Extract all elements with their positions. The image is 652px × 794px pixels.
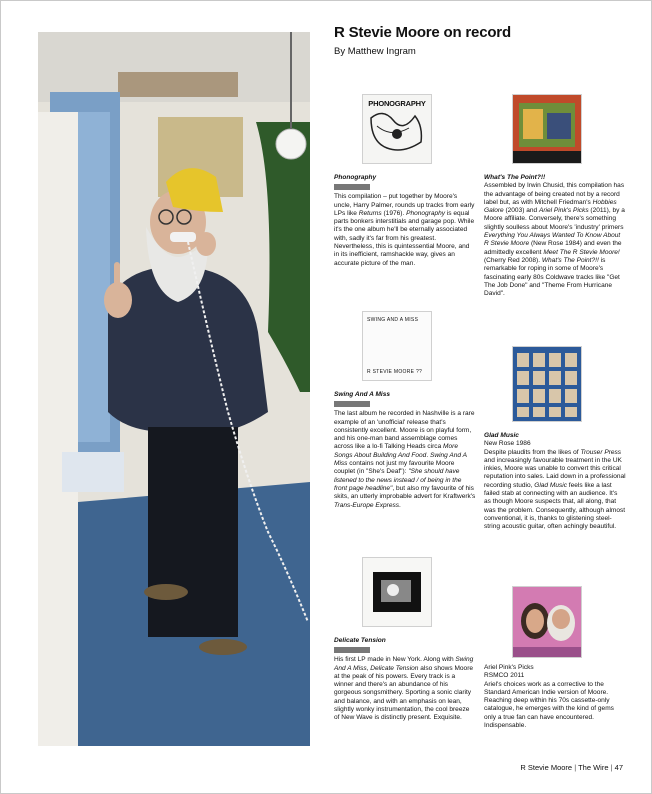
cover-whats-the-point-art [513, 95, 581, 163]
right-shoe [199, 639, 247, 655]
entry-body: Assembled by Irwin Chusid, this compilation has the advantage of being created not by a record label but, as with Mitchell Friedman's Hobbies Galore (2003) and Ariel Pink's Picks (2011), by a Moore affiliate. Conversely, there's something slightly soulless about Moore's 'industry' primers Everything You Always Wanted To Know About R Stevie Moore (New Rose 1984) and even the admittedly excellent Meet The R Stevie Moore! (Cherry Red 2008). What's The Point?!! is remarkable for roping in some of Moore's fascinating early 80s Coldwave tracks like "Get The Job Done" and "Theme From Hurricane David". [484, 182, 625, 298]
entry-delicate-tension [334, 557, 476, 723]
photo-illustration [38, 32, 310, 746]
cover-delicate-tension [362, 557, 432, 627]
entry-meta: RSMCO 2011 [484, 672, 525, 680]
entry-ariel-pinks-picks [484, 586, 626, 730]
entry-title: What's The Point?!! [484, 174, 546, 181]
page-footer [520, 763, 623, 772]
cover-glad-music-art [513, 347, 581, 421]
entry-title: Phonography [334, 174, 377, 181]
entry-body: The last album he recorded in Nashville is a rare example of an 'unofficial' release that's consistently excellent. Moore is on playful form, and his one-man band assemblage comes across like a lo-fi Talking Heads circa More Songs About Building And Food. Swing And A Miss contains not just my favourite Moore couplet (in "She's Deaf"): "She should have listened to the news instead / of being in the front page headline", but also my favourite of his skits, an utterly improbable advert for Kraftwerk's Trans-Europe Express. [334, 410, 476, 509]
article-photo [38, 32, 310, 746]
entry-meta: New Rose 1986 [484, 440, 531, 448]
footer-separator: | [574, 763, 579, 772]
man-trousers [148, 427, 238, 637]
entry-body: Despite plaudits from the likes of Trouser Press and increasingly favourable treatment in the UK inkies, Moore was unable to convert this critical reputation into sales. Laid down in a professional recording studio, Glad Music feels like a last failed stab at connecting with an audience. It's as though Moore suspects that, all along, that was the problem. Consequently, although almost conventional, it is, thanks to glistening steel-string acoustic guitar, often achingly beautiful. [484, 448, 626, 531]
cover-swing-text: SWING AND A MISS [367, 317, 419, 323]
entry-title: Swing And A Miss [334, 391, 391, 398]
entry-body: This compilation – put together by Moore's uncle, Harry Palmer, rounds up tracks from early LPs like Returns (1976). Phonography is equal parts bonkers interstitials and garage pop. While it's the one album he'll be eternally associated with, sadly it's far from his greatest. Nevertheless, this is quintessential Moore, and in its inefficient, ramshackle way, gives an accurate picture of the man. [334, 193, 475, 267]
cover-ariel-pinks-picks [512, 586, 582, 658]
cover-swing-text2: R STEVIE MOORE ?? [367, 369, 423, 376]
phone-handset [170, 232, 196, 242]
cover-delicate-tension-art [363, 558, 431, 626]
footer-section: R Stevie Moore [520, 763, 573, 772]
cover-whats-the-point [512, 94, 582, 164]
cover-phonography-text: PHONOGRAPHY [368, 99, 426, 108]
left-shoe [144, 584, 188, 600]
footer-page-number: 47 [614, 763, 623, 772]
raised-finger [114, 262, 120, 288]
entry-swing-and-a-miss [334, 311, 476, 510]
ceiling-stain [118, 72, 238, 97]
footer-magazine: The Wire [578, 763, 609, 772]
article-title: R Stevie Moore on record [334, 24, 511, 41]
phone-hand [196, 232, 216, 256]
entry-title: Glad Music [484, 432, 519, 439]
article-byline: By Matthew Ingram [334, 46, 416, 57]
entry-body: His first LP made in New York. Along with Swing And A Miss, Delicate Tension also shows Moore at the peak of his powers. Every track is a winner and there's an abundance of his gorgeous songsmithery. Sporting a sonic clarity and balance, and with an emphasis on lean, slightly wonky instrumentation, the cool breeze of New Wave is distinctly present. Exquisite. [334, 656, 474, 722]
cover-ariel-pinks-picks-art [513, 587, 581, 657]
entry-title-plain: Ariel Pink's Picks [484, 664, 534, 671]
counter [62, 452, 124, 492]
entry-phonography [334, 94, 476, 268]
entry-title: Delicate Tension [334, 637, 386, 644]
cover-phonography [362, 94, 432, 164]
entry-divider-bar [334, 647, 370, 653]
cover-phonography-art [363, 108, 431, 158]
lamp-globe [276, 129, 306, 159]
entry-body: Ariel's choices work as a corrective to the Standard American Indie version of Moore. Reaching deep within his 70s cassette-only catalogue, he emerges with the kind of gems only a true fan can have encountered. Indispensable. [484, 680, 614, 730]
left-wall [38, 112, 78, 746]
entry-divider-bar [334, 184, 370, 190]
cover-glad-music [512, 346, 582, 422]
entry-divider-bar [334, 401, 370, 407]
entry-glad-music [484, 346, 626, 532]
footer-separator: | [610, 763, 615, 772]
entry-whats-the-point [484, 94, 626, 298]
cover-swing-and-a-miss [362, 311, 432, 381]
